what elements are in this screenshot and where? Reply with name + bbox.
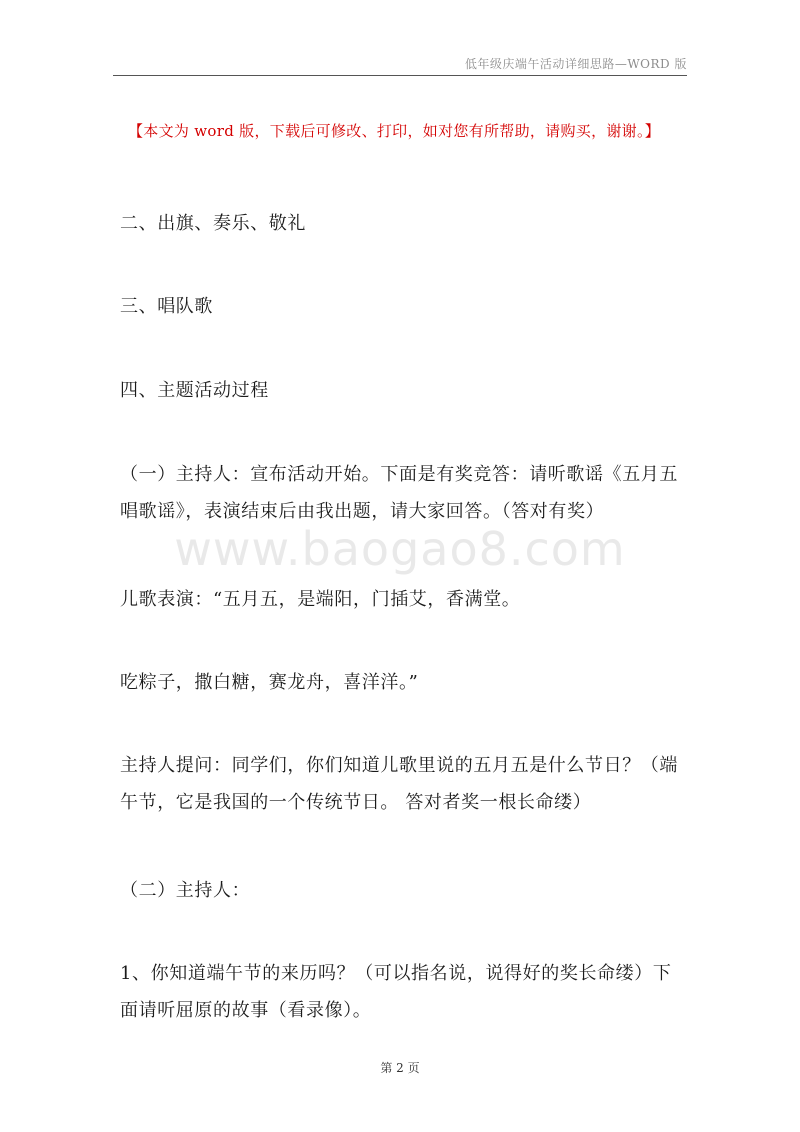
section-heading-activity-process: 四、主题活动过程 xyxy=(120,380,269,401)
paragraph-host-question: 主持人提问：同学们，你们知道儿歌里说的五月五是什么节日？（端午节，它是我国的一个传统节日。 答对者奖一根长命缕） xyxy=(120,755,678,813)
purchase-notice: 【本文为 word 版，下载后可修改、打印，如对您有所帮助，请购买，谢谢。】 xyxy=(128,122,661,140)
page-number: 第 2 页 xyxy=(380,1061,420,1075)
section-heading-flag-ceremony: 二、出旗、奏乐、敬礼 xyxy=(120,213,306,234)
paragraph-origin-question: 1、你知道端午节的来历吗？（可以指名说，说得好的奖长命缕）下面请听屈原的故事（看录像）。 xyxy=(120,963,672,1021)
paragraph-host-two: （二）主持人： xyxy=(120,880,251,901)
section-heading-team-song: 三、唱队歌 xyxy=(120,296,213,317)
page-header-title: 低年级庆端午活动详细思路—WORD 版 xyxy=(464,57,687,71)
paragraph-song-line-1: 儿歌表演：“五月五，是端阳，门插艾，香满堂。 xyxy=(120,589,521,610)
header-divider xyxy=(113,75,687,76)
watermark: www.baogao8.com xyxy=(174,522,626,576)
paragraph-song-line-2: 吃粽子，撒白糖，赛龙舟，喜洋洋。” xyxy=(120,672,419,693)
paragraph-host-opening: （一）主持人：宣布活动开始。下面是有奖竞答：请听歌谣《五月五唱歌谣》，表演结束后由我出题，请大家回答。（答对有奖） xyxy=(120,464,678,522)
